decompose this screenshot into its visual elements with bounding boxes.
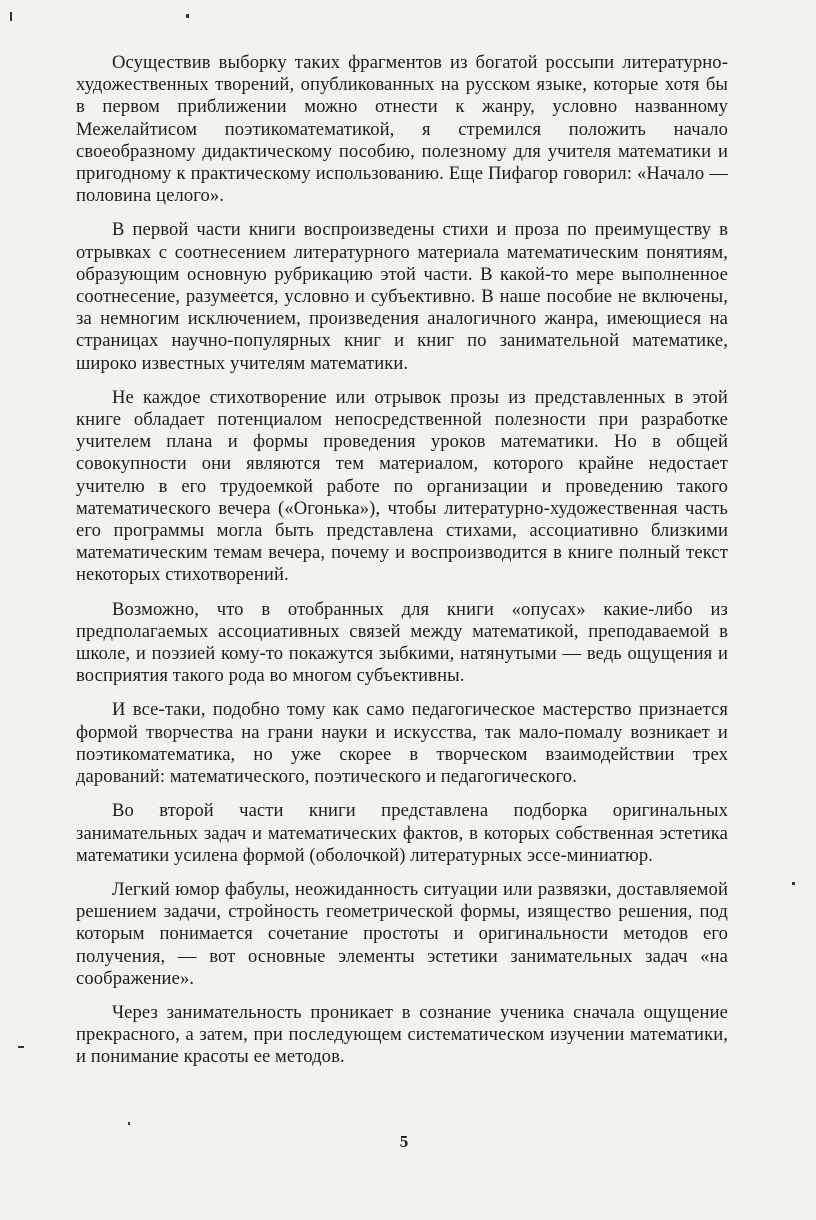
paragraph-4: Возможно, что в отобранных для книги «опусах» какие-либо из предполагаемых ассоциативных связей между математикой, преподаваемой в школе, и поэзией кому-то покажутся зыбкими, натянутыми — ведь ощущения и восприятия такого рода во многом субъективны. [76,598,728,687]
scan-speck [18,1046,24,1048]
scan-speck [128,1122,130,1125]
page-body [76,52,728,1081]
paragraph-6: Во второй части книги представлена подборка оригинальных занимательных задач и математических фактов, в которых собственная эстетика математики усилена формой (оболочкой) литературных эссе-миниатюр. [76,800,728,866]
scan-speck [10,12,12,21]
scan-speck [792,882,795,885]
paragraph-5: И все-таки, подобно тому как само педагогическое мастерство признается формой творчества на грани науки и искусства, так мало-помалу возникает и поэтикоматематика, но уже скорее в творческом взаимодействии трех дарований: математического, поэтического и педагогического. [76,699,728,788]
paragraph-2: В первой части книги воспроизведены стихи и проза по преимуществу в отрывках с соотнесением литературного материала математическим понятиям, образующим основную рубрикацию этой части. В какой-то мере выполненное соотнесение, разумеется, условно и субъективно. В наше пособие не включены, за немногим исключением, произведения аналогичного жанра, имеющиеся на страницах научно-популярных книг и книг по занимательной математике, широко известных учителям математики. [76,219,728,374]
scan-speck [186,14,189,18]
paragraph-3: Не каждое стихотворение или отрывок прозы из представленных в этой книге обладает потенциалом непосредственной полезности при разработке учителем плана и формы проведения уроков математики. Но в общей совокупности они являются тем материалом, которого крайне недостает учителю в его трудоемкой работе по организации и проведению такого математического вечера («Огонька»), чтобы литературно-художественная часть его программы могла быть представлена стихами, ассоциативно близкими математическим темам вечера, почему и воспроизводится в книге полный текст некоторых стихотворений. [76,386,728,586]
paragraph-7: Легкий юмор фабулы, неожиданность ситуации или развязки, доставляемой решением задачи, стройность геометрической формы, изящество решения, под которым понимается сочетание простоты и оригинальности методов его получения, — вот основные элементы эстетики занимательных задач «на соображение». [76,878,728,989]
page-number: 5 [399,1132,409,1151]
paragraph-1: Осуществив выборку таких фрагментов из богатой россыпи литературно-художественных творений, опубликованных на русском языке, которые хотя бы в первом приближении можно отнести к жанру, условно названному Межелайтисом поэтикоматематикой, я стремился положить начало своеобразному дидактическому пособию, полезному для учителя математики и пригодному к практическому использованию. Еще Пифагор говорил: «Начало — половина целого». [76,52,728,207]
paragraph-8: Через занимательность проникает в сознание ученика сначала ощущение прекрасного, а затем, при последующем систематическом изучении математики, и понимание красоты ее методов. [76,1001,728,1068]
